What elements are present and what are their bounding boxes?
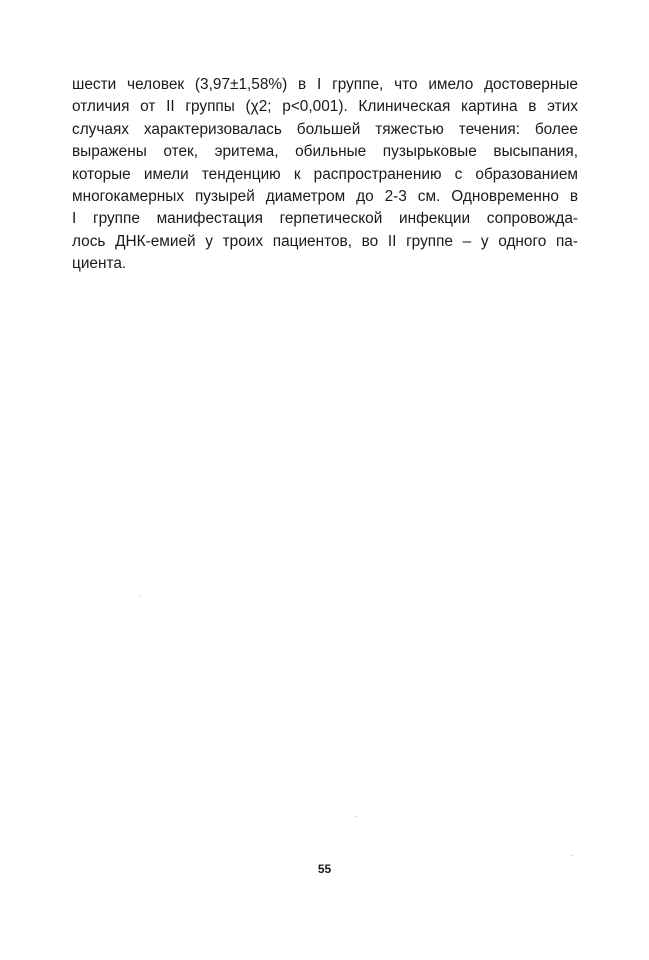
text-line: которые имели тенденцию к распространению с образованием xyxy=(72,165,578,183)
text-line: шести человек (3,97±1,58%) в I группе, что имело достоверные xyxy=(72,76,578,93)
text-line: отличия от II группы (χ2; p<0,001). Клиническая картина в этих xyxy=(72,98,578,116)
scan-speck xyxy=(355,816,356,817)
scan-speck xyxy=(139,596,140,597)
body-paragraph xyxy=(72,74,578,276)
text-line: I группе манифестация герпетической инфекции сопровожда- xyxy=(72,210,578,228)
scan-speck xyxy=(571,855,572,856)
page-number: 55 xyxy=(317,862,332,876)
text-line: выражены отек, эритема, обильные пузырьковые высыпания, xyxy=(72,143,578,161)
text-line: циента. xyxy=(72,255,127,273)
text-line: многокамерных пузырей диаметром до 2-3 см. Одновременно в xyxy=(72,188,578,206)
text-line: случаях характеризовалась большей тяжестью течения: более xyxy=(72,120,578,138)
text-line: лось ДНК-емией у троих пациентов, во II группе – у одного па- xyxy=(72,232,578,250)
